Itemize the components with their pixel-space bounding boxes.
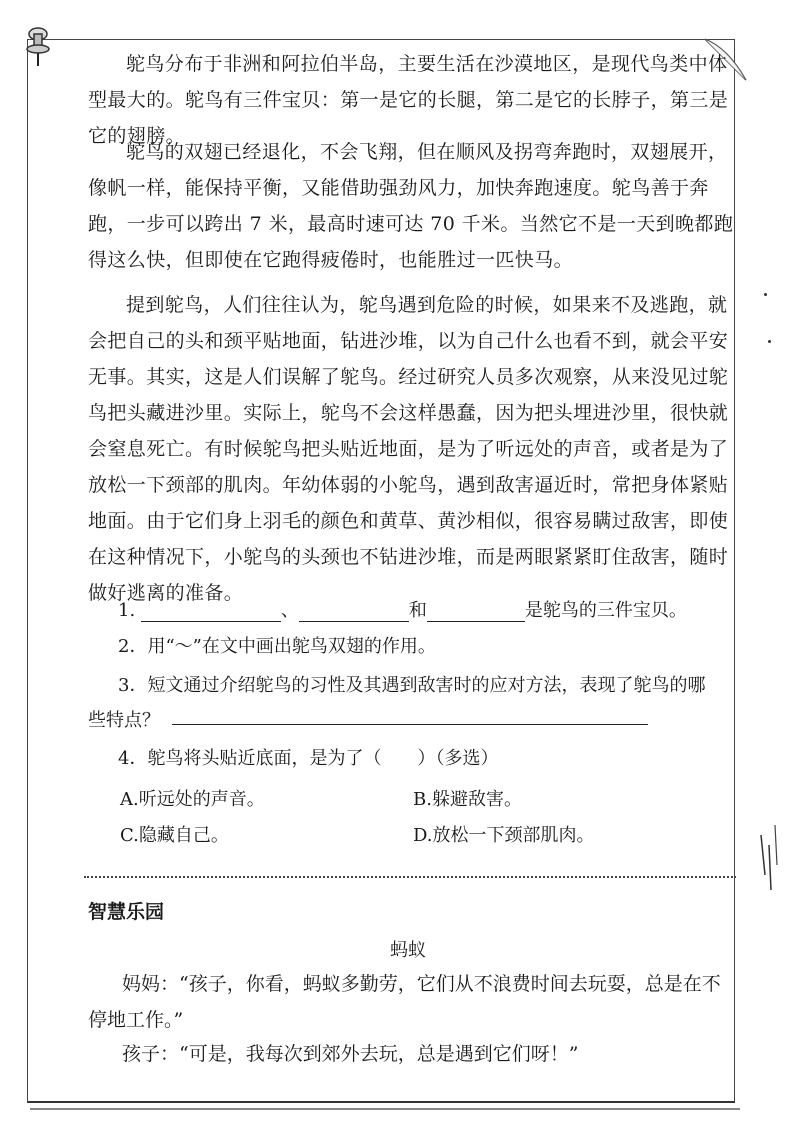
passage-paragraph-3: 提到鸵鸟，人们往往认为，鸵鸟遇到危险的时候，如果来不及逃跑，就会把自己的头和颈平贴地面，钻进沙堆，以为自己什么也看不到，就会平安无事。其实，这是人们误解了鸵鸟。经过研究人员多次观察，从来没见过鸵鸟把头藏进沙里。实际上，鸵鸟不会这样愚蠢，因为把头埋进沙里，很快就会窒息死亡。有时候鸵鸟把头贴近地面，是为了听远处的声音，或者是为了放松一下颈部的肌肉。年幼体弱的小鸵鸟，遇到敌害逼近时，常把身体紧贴地面。由于它们身上羽毛的颜色和黄草、黄沙相似，很容易瞒过敌害，即使在这种情况下，小鸵鸟的头颈也不钻进沙堆，而是两眼紧紧盯住敌害，随时做好逃离的准备。: [88, 294, 729, 604]
pushpin-icon: [22, 22, 56, 68]
section-title: 智慧乐园: [88, 901, 165, 923]
scan-speck: [764, 293, 767, 296]
question-3-line-1: 3．短文通过介绍鸵鸟的习性及其遇到敌害时的应对方法，表现了鸵鸟的哪: [118, 675, 706, 696]
option-c[interactable]: C.隐藏自己。: [120, 825, 229, 846]
answer-line-3[interactable]: [172, 724, 648, 725]
question-1-tail: 是鸵鸟的三件宝贝。: [524, 600, 687, 621]
page-shadow: [30, 1108, 740, 1110]
question-1-sep1: 、: [280, 600, 299, 621]
question-3-line-2: 些特点？: [88, 710, 160, 731]
section-divider: [84, 876, 736, 878]
answer-blank-1[interactable]: [141, 601, 281, 622]
option-b[interactable]: B.躲避敌害。: [413, 789, 522, 810]
passage-paragraph-2: 鸵鸟的双翅已经退化，不会飞翔，但在顺风及拐弯奔跑时，双翅展开，像帆一样，能保持平衡，又能借助强劲风力，加快奔跑速度。鸵鸟善于奔跑，一步可以跨出 7 米，最高时速可达 70 千米。当然它不是一天到晚都跑得这么快，但即使在它跑得疲倦时，也能胜过一匹快马。: [88, 141, 734, 271]
passage-paragraph-1: 鸵鸟分布于非洲和阿拉伯半岛，主要生活在沙漠地区，是现代鸟类中体型最大的。鸵鸟有三件宝贝：第一是它的长腿，第二是它的长脖子，第三是它的翅膀。: [88, 53, 729, 147]
question-1-number: 1.: [118, 600, 136, 621]
option-a[interactable]: A.听远处的声音。: [120, 789, 265, 810]
question-2: 2．用“～”在文中画出鸵鸟双翅的作用。: [118, 636, 436, 657]
scan-speck: [768, 340, 771, 343]
scan-marks: [755, 815, 785, 895]
answer-blank-2[interactable]: [299, 601, 409, 622]
question-1-sep2: 和: [408, 600, 427, 621]
answer-blank-3[interactable]: [427, 601, 525, 622]
story-line-1: 妈妈：“孩子，你看，蚂蚁多勤劳，它们从不浪费时间去玩耍，总是在不停地工作。”: [88, 973, 721, 1031]
story-line-2: 孩子：“可是，我每次到郊外去玩，总是遇到它们呀！”: [122, 1043, 579, 1065]
question-1: [118, 596, 687, 622]
question-4: 4．鸵鸟将头贴近底面，是为了（ ）（多选）: [118, 748, 499, 769]
option-d[interactable]: D.放松一下颈部肌肉。: [413, 825, 595, 846]
story-title: 蚂蚁: [390, 940, 426, 961]
